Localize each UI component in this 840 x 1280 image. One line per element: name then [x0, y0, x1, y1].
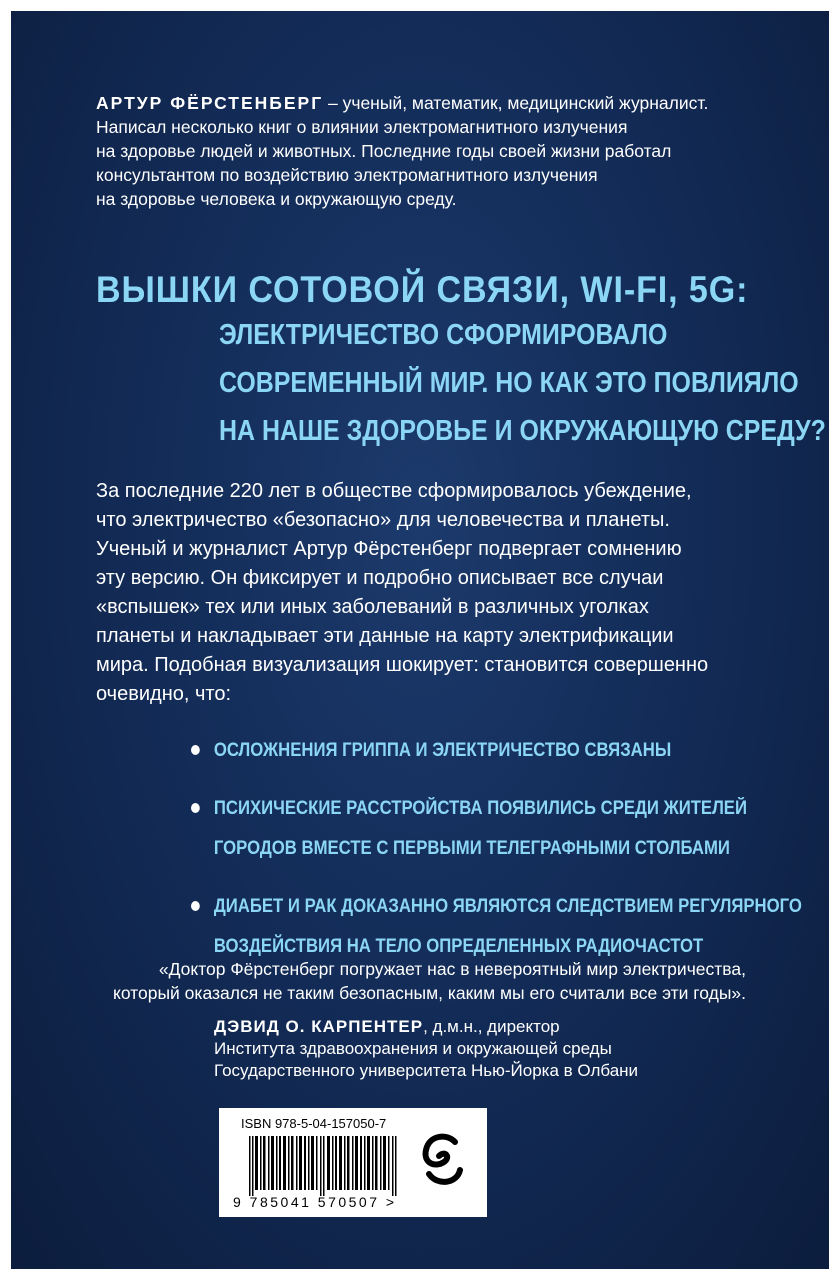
description-line: планеты и накладывает эти данные на карту электрификации	[96, 625, 674, 647]
key-points-list	[191, 731, 802, 985]
isbn-barcode-box	[219, 1108, 487, 1217]
description-line: мира. Подобная визуализация шокирует: становится совершенно	[96, 654, 709, 676]
headline: ВЫШКИ СОТОВОЙ СВЯЗИ, WI-FI, 5G:	[96, 269, 749, 310]
isbn-label: ISBN 978-5-04-157050-7	[241, 1116, 387, 1131]
key-point-line: ОСЛОЖНЕНИЯ ГРИППА И ЭЛЕКТРИЧЕСТВО СВЯЗАНЫ	[213, 740, 672, 761]
description-line: что электричество «безопасно» для человечества и планеты.	[96, 509, 670, 531]
book-back-cover	[11, 11, 829, 1269]
subheadline-line: НА НАШЕ ЗДОРОВЬЕ И ОКРУЖАЮЩУЮ СРЕДУ?	[219, 415, 826, 447]
key-point	[191, 887, 802, 967]
subheadline-line: СОВРЕМЕННЫЙ МИР. НО КАК ЭТО ПОВЛИЯЛО	[219, 367, 799, 399]
key-point-line: ДИАБЕТ И РАК ДОКАЗАННО ЯВЛЯЮТСЯ СЛЕДСТВИЕМ РЕГУЛЯРНОГО	[213, 896, 802, 917]
description-line: Ученый и журналист Артур Фёрстенберг подвергает сомнению	[96, 538, 682, 560]
attribution-name: ДЭВИД О. КАРПЕНТЕР	[214, 1017, 424, 1036]
attribution-title: , д.м.н., директор	[423, 1017, 560, 1036]
key-point	[191, 789, 747, 869]
author-bio-line	[96, 91, 736, 115]
author-bio	[96, 91, 736, 211]
description-line: «вспышек» тех или иных заболеваний в различных уголках	[96, 596, 649, 618]
attribution-line: Государственного университета Нью-Йорка в Олбани	[214, 1061, 639, 1080]
key-point	[191, 731, 719, 771]
author-bio-line: консультантом по воздействию электромагнитного излучения	[96, 165, 598, 185]
key-point-line: ГОРОДОВ ВМЕСТЕ С ПЕРВЫМИ ТЕЛЕГРАФНЫМИ СТОЛБАМИ	[213, 838, 730, 859]
bullet-icon	[191, 803, 200, 813]
quote-line: «Доктор Фёрстенберг погружает нас в невероятный мир электричества,	[158, 959, 746, 979]
description	[96, 477, 746, 709]
bullet-icon	[191, 901, 200, 911]
description-line: За последние 220 лет в обществе сформировалось убеждение,	[96, 480, 692, 502]
author-bio-first-line: – ученый, математик, медицинский журналист.	[323, 93, 709, 113]
attribution-line: Института здравоохранения и окружающей среды	[214, 1039, 612, 1058]
key-point-line: ПСИХИЧЕСКИЕ РАССТРОЙСТВА ПОЯВИЛИСЬ СРЕДИ ЖИТЕЛЕЙ	[213, 798, 747, 819]
description-line: эту версию. Он фиксирует и подробно описывает все случаи	[96, 567, 664, 589]
author-bio-line: на здоровье людей и животных. Последние годы своей жизни работал	[96, 141, 672, 161]
barcode-digits: 9 785041 570507 >	[233, 1194, 397, 1210]
subheadline	[219, 311, 826, 455]
subheadline-line: ЭЛЕКТРИЧЕСТВО СФОРМИРОВАЛО	[219, 319, 668, 351]
attribution-line	[214, 1016, 734, 1038]
key-point-line: ВОЗДЕЙСТВИЯ НА ТЕЛО ОПРЕДЕЛЕННЫХ РАДИОЧАСТОТ	[213, 936, 704, 957]
barcode-icon	[249, 1136, 399, 1196]
author-bio-line: на здоровье человека и окружающую среду.	[96, 189, 457, 209]
publisher-logo-icon	[417, 1130, 467, 1192]
author-bio-line: Написал несколько книг о влиянии электромагнитного излучения	[96, 117, 628, 137]
author-name: АРТУР ФЁРСТЕНБЕРГ	[96, 93, 324, 113]
quote-line: который оказался не таким безопасным, каким мы его считали все эти годы».	[112, 983, 746, 1003]
quote-attribution	[214, 1016, 734, 1082]
blurb-quote	[96, 957, 746, 1005]
description-line: очевидно, что:	[96, 683, 232, 705]
bullet-icon	[191, 745, 200, 755]
